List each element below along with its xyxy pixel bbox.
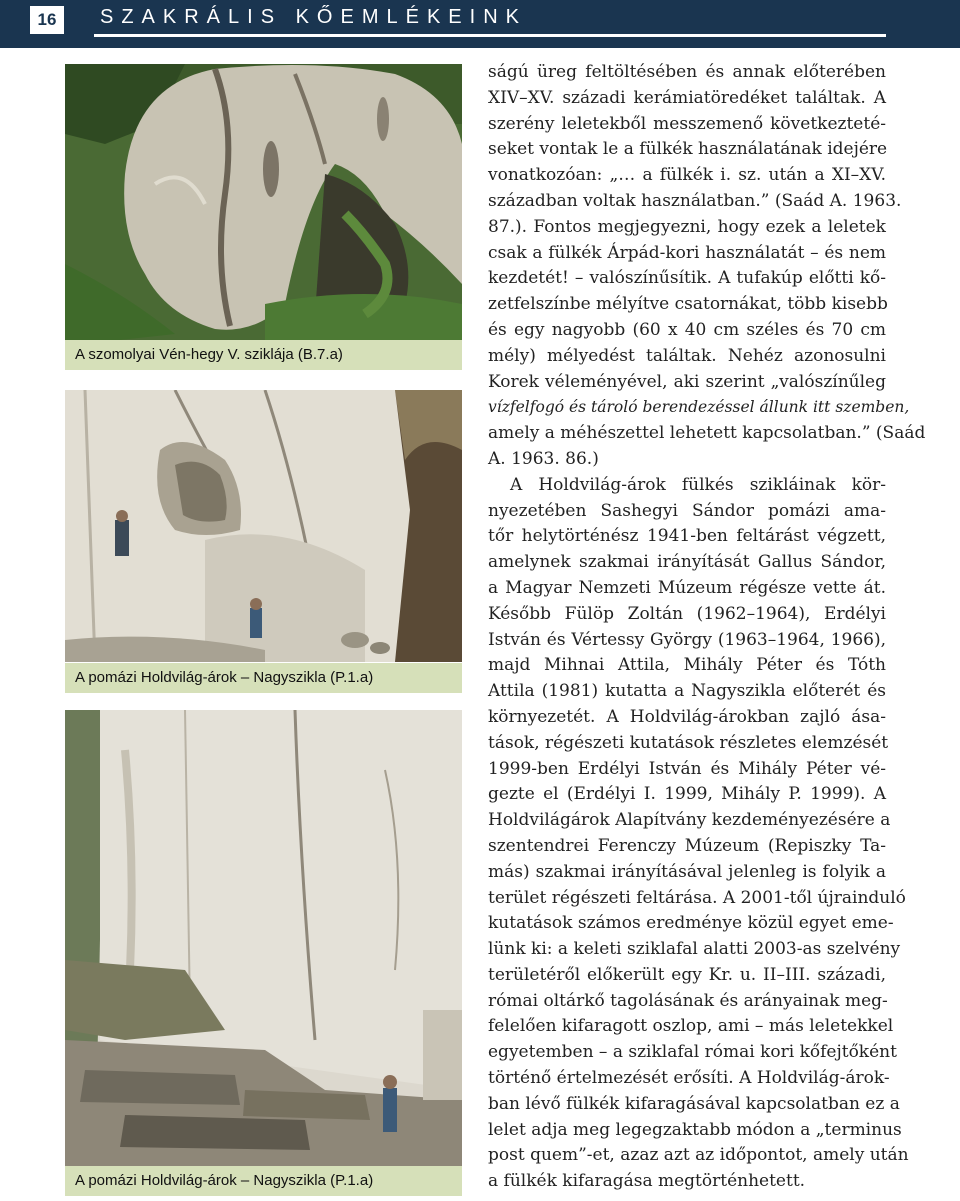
body-text xyxy=(488,60,926,1195)
text-line: Korek véleményével, aki szerint „valószínűleg xyxy=(488,371,886,392)
text-line: 1999-ben Erdélyi István és Mihály Péter vé- xyxy=(488,758,886,779)
text-line: más) szakmai irányításával jelenleg is folyik a xyxy=(488,861,886,882)
text-line: ban lévő fülkék kifaragásával kapcsolatban ez a xyxy=(488,1093,900,1114)
text-line: Holdvilágárok Alapítvány kezdeményezésére a xyxy=(488,810,891,831)
text-line: Attila (1981) kutatta a Nagyszikla előterét és xyxy=(488,681,886,702)
text-line: Később Fülöp Zoltán (1962–1964), Erdélyi xyxy=(488,603,886,624)
text-line: amely a méhészettel lehetett kapcsolatban.” (Saád xyxy=(488,423,926,444)
photo-szomolya-rock xyxy=(65,64,462,346)
text-line: XIV–XV. századi kerámiatöredéket találtak. A xyxy=(488,87,886,108)
text-line: környezetét. A Holdvilág-árokban zajló ása- xyxy=(488,706,886,727)
text-line: amelynek szakmai irányítását Gallus Sándor, xyxy=(488,552,886,573)
text-line: zetfelszínbe mélyítve csatornákat, több kisebb xyxy=(488,294,888,315)
photo-caption: A szomolyai Vén-hegy V. sziklája (B.7.a) xyxy=(65,340,462,370)
text-line: területéről előkerült egy Kr. u. II–III. századi, xyxy=(488,964,886,985)
page-number: 16 xyxy=(30,6,64,34)
text-line: post quem”-et, azaz azt az időpontot, amely után xyxy=(488,1145,909,1166)
running-title: SZAKRÁLIS KŐEMLÉKEINK xyxy=(100,6,527,28)
text-line: vonatkozóan: „… a fülkék i. sz. után a XI–XV. xyxy=(488,165,886,186)
text-line: kutatások számos eredménye közül egyet eme- xyxy=(488,913,894,934)
text-line: A Holdvilág-árok fülkés szikláinak kör- xyxy=(510,474,886,495)
text-line: István és Vértessy György (1963–1964, 1966), xyxy=(488,629,886,650)
header-rule xyxy=(94,34,886,37)
photo-caption: A pomázi Holdvilág-árok – Nagyszikla (P.1.a) xyxy=(65,663,462,693)
text-line: felelően kifaragott oszlop, ami – más leletekkel xyxy=(488,1016,894,1037)
text-line: történő értelmezését erősíti. A Holdvilág-árok- xyxy=(488,1068,890,1089)
text-line: gezte el (Erdélyi I. 1999, Mihály P. 1999). A xyxy=(488,784,886,805)
text-line: római oltárkő tagolásának és arányainak meg- xyxy=(488,990,888,1011)
text-line: szentendrei Ferenczy Múzeum (Repiszky Ta- xyxy=(488,835,886,856)
page-header xyxy=(0,0,960,48)
photo-caption: A pomázi Holdvilág-árok – Nagyszikla (P.1.a) xyxy=(65,1166,462,1196)
text-line: ságú üreg feltöltésében és annak előterében xyxy=(488,62,886,82)
text-line: tőr helytörténész 1941-ben feltárást végzett, xyxy=(488,526,886,547)
photo-nagyszikla-2 xyxy=(65,710,462,1168)
text-line: lelet adja meg legegzaktabb módon a „terminus xyxy=(488,1119,902,1140)
text-line: egyetemben – a sziklafal római kori kőfejtőként xyxy=(488,1042,897,1063)
text-line: A. 1963. 86.) xyxy=(488,448,599,469)
text-line: majd Mihnai Attila, Mihály Péter és Tóth xyxy=(488,655,886,676)
photo-nagyszikla-1 xyxy=(65,390,462,662)
text-line: lünk ki: a keleti sziklafal alatti 2003-as szelvény xyxy=(488,939,901,960)
text-line: vízfelfogó és tároló berendezéssel állunk itt szemben, xyxy=(488,398,910,417)
text-line: a Magyar Nemzeti Múzeum régésze vette át. xyxy=(488,577,886,598)
text-line: kezdetét! – valószínűsítik. A tufakúp előtti kő- xyxy=(488,268,886,289)
text-line: mély) mélyedést találtak. Nehéz azonosulni xyxy=(488,345,886,366)
text-line: tások, régészeti kutatások részletes elemzését xyxy=(488,732,889,753)
text-line: 87.). Fontos megjegyezni, hogy ezek a leletek xyxy=(488,216,886,237)
text-line: században voltak használatban.” (Saád A. 1963. xyxy=(488,190,902,211)
text-line: terület régészeti feltárása. A 2001-től újrainduló xyxy=(488,887,906,908)
text-line: szerény leletekből messzemenő következteté- xyxy=(488,113,886,134)
text-line: és egy nagyobb (60 x 40 cm széles és 70 cm xyxy=(488,319,886,340)
text-line: seket vontak le a fülkék használatának idejére xyxy=(488,139,888,160)
text-line: csak a fülkék Árpád-kori használatát – és nem xyxy=(488,242,886,263)
text-line: nyezetében Sashegyi Sándor pomázi ama- xyxy=(488,500,886,521)
text-line: a fülkék kifaragása megtörténhetett. xyxy=(488,1171,806,1192)
